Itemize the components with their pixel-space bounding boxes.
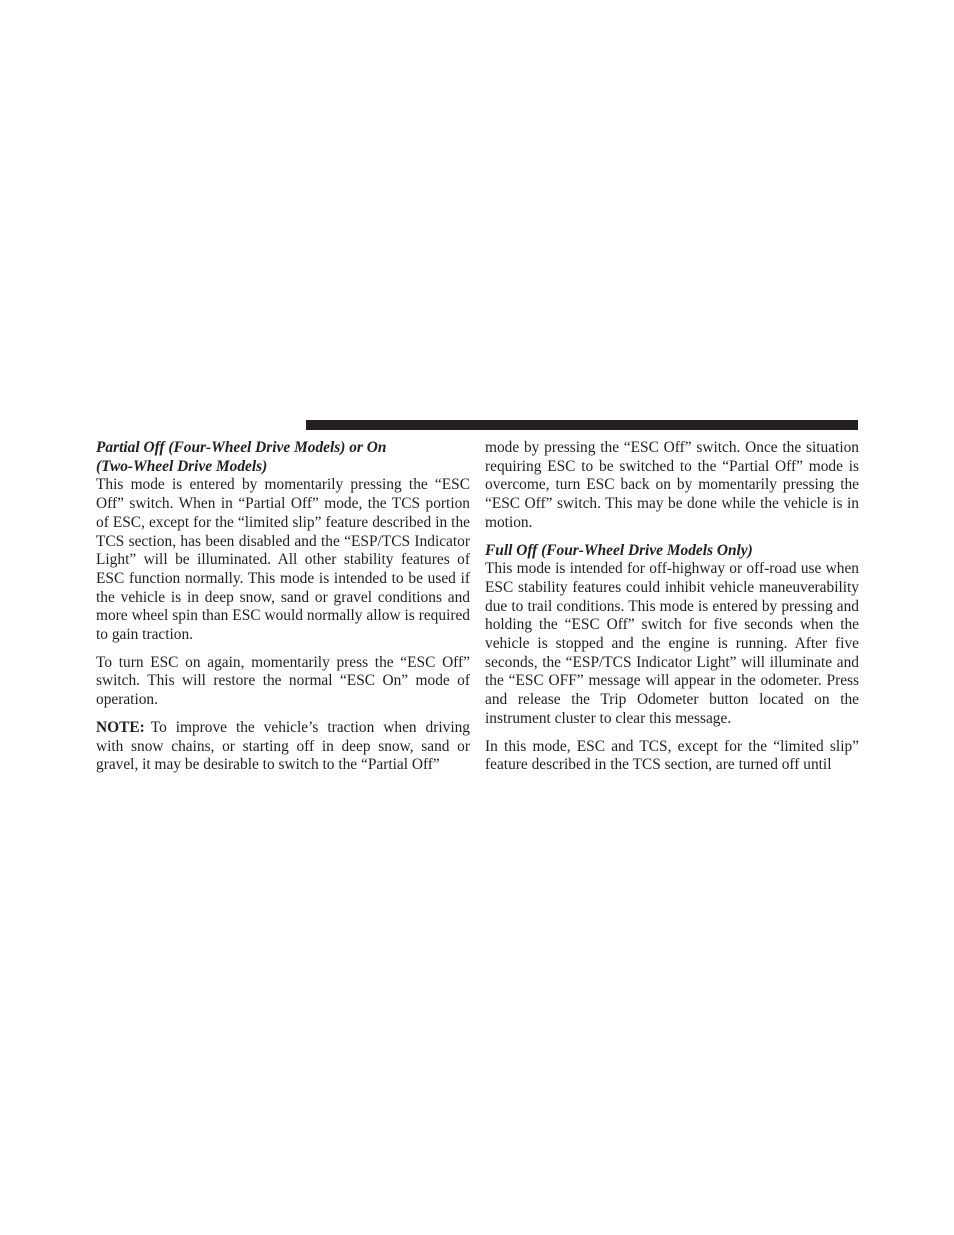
paragraph-partial-off-description: This mode is entered by momentarily pressing the “ESC Off” switch. When in “Partial Off” mode, the TCS portion of ESC, except for the “limited slip” feature described in the TCS section, has been disabled and the “ESP/TCS Indicator Light” will be illuminated. All other stability features of ESC function normally. This mode is intended to be used if the vehicle is in deep snow, sand or gravel conditions and more wheel spin than ESC would normally allow is required to gain traction. [96, 476, 470, 644]
paragraph-continued: mode by pressing the “ESC Off” switch. Once the situation requiring ESC to be switched to the “Partial Off” mode is overcome, turn ESC back on by momentarily pressing the “ESC Off” switch. This may be done while the vehicle is in motion. [485, 439, 859, 531]
note-label: NOTE: [96, 718, 145, 736]
header-rule [306, 420, 858, 430]
section-heading-partial-off [96, 439, 470, 476]
note-paragraph [96, 719, 470, 775]
section-heading-full-off: Full Off (Four-Wheel Drive Models Only) [485, 541, 753, 559]
left-column [96, 439, 470, 784]
heading-line-1: Partial Off (Four-Wheel Drive Models) or On [96, 439, 387, 456]
heading-line-2: (Two-Wheel Drive Models) [96, 457, 268, 475]
right-column [485, 439, 859, 784]
paragraph-full-off-description: This mode is intended for off-highway or off-road use when ESC stability features could inhibit vehicle maneuverability due to trail conditions. This mode is entered by pressing and holding the “ESC Off” switch for five seconds when the vehicle is stopped and the engine is running. After five seconds, the “ESP/TCS Indicator Light” will illuminate and the “ESC OFF” message will appear in the odometer. Press and release the Trip Odometer button located on the instrument cluster to clear this message. [485, 560, 859, 727]
note-text: To improve the vehicle’s traction when driving with snow chains, or starting off in deep snow, sand or gravel, it may be desirable to switch to the “Partial Off” [96, 718, 470, 774]
paragraph-full-off-mode: In this mode, ESC and TCS, except for the “limited slip” feature described in the TCS section, are turned off until [485, 737, 859, 774]
paragraph-turn-esc-on: To turn ESC on again, momentarily press the “ESC Off” switch. This will restore the normal “ESC On” mode of operation. [96, 653, 470, 709]
